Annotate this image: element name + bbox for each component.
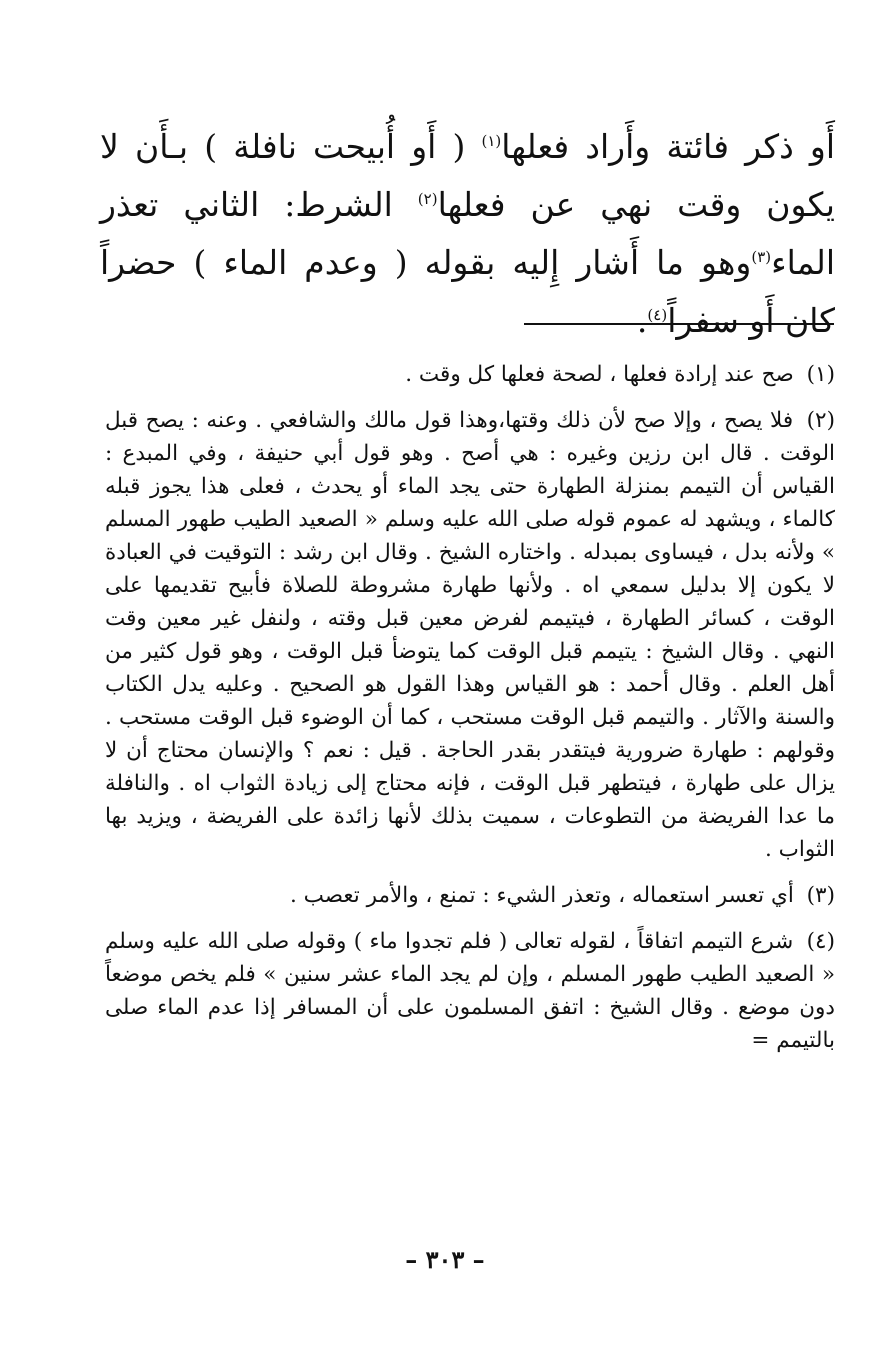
- footnotes-block: [105, 358, 835, 1070]
- main-line-segment: .: [636, 301, 648, 340]
- main-line-segment: الشرط: الثاني تعذر الماء: [100, 185, 835, 282]
- main-line-segment: وقت نهي عن فعلها: [437, 185, 742, 224]
- footnote-text: شرع التيمم اتفاقاً ، لقوله تعالى ( فلم تجدوا ماء ) وقوله صلى الله عليه وسلم « الصعيد الطيب طهور المسلم ، وإن لم يجد الماء عشر سنين » فلم يخص موضعاً دون موضع . وقال الشيخ : اتفق المسلمون على أن المسافر إذا عدم الماء صلى بالتيمم =: [105, 929, 835, 1053]
- main-line-segment: وهو ما أَشار: [576, 243, 752, 282]
- footnote-text: فلا يصح ، وإلا صح لأن ذلك وقتها،وهذا قول مالك والشافعي . وعنه : يصح قبل الوقت . قال ابن رزين وغيره : هي أصح . وهو قول أبي حنيفة ، وفي المبدع : القياس أن التيمم بمنزلة الطهارة حتى يجد الماء أو يحدث ، فعلى هذا يجوز قبله كالماء ، ويشهد له عموم قوله صلى الله عليه وسلم « الصعيد الطيب طهور المسلم » ولأنه بدل ، فيساوى بمبدله . واختاره الشيخ . وقال ابن رشد : التوقيت في العبادة لا يكون إلا بدليل سمعي اه . ولأنها طهارة مشروطة للصلاة فأبيح تقديمها على الوقت ، كسائر الطهارة ، فيتيمم لفرض معين قبل وقته ، ولنفل غير معين وقت النهي . وقال الشيخ : يتيمم قبل الوقت كما يتوضأ قبل الوقت ، وهو قول كثير من أهل العلم . وقال أحمد : هو القياس وهذا القول هو الصحيح . وعليه يدل الكتاب والسنة والآثار . والتيمم قبل الوقت مستحب ، كما أن الوضوء قبل الوقت مستحب . وقولهم : طهارة ضرورية فيتقدر بقدر الحاجة . قيل : نعم ؟ والإنسان محتاج أن لا يزال على طهارة ، فيتطهر قبل الوقت ، فإنه محتاج إلى زيادة الثواب اه . والنافلة ما عدا الفريضة من التطوعات ، سميت بذلك لأنها زائدة على الفريضة ، ويزيد بها الثواب .: [105, 408, 835, 862]
- footnote-divider: [524, 323, 834, 325]
- footnote-3: [105, 879, 835, 912]
- footnote-text: صح عند إرادة فعلها ، لصحة فعلها كل وقت .: [405, 362, 794, 387]
- footnote-2: [105, 404, 835, 866]
- footnote-number: (٢): [806, 408, 835, 433]
- main-line-segment: إِليه بقوله ( وعدم الماء ) حضراً كان أَو سفراً: [100, 243, 835, 340]
- main-paragraph: [100, 118, 835, 350]
- footnote-number: (٤): [806, 929, 835, 954]
- page-number: – ٣٠٣ –: [405, 1245, 485, 1274]
- footnote-ref-4: (٤): [647, 306, 668, 324]
- footnote-1: [105, 358, 835, 391]
- footnote-ref-3: (٣): [751, 248, 772, 266]
- footnote-ref-2: (٢): [417, 190, 438, 208]
- main-line-segment: أَو ذكر فائتة وأَراد فعلها: [501, 127, 836, 166]
- footnote-ref-1: (١): [481, 132, 502, 150]
- footnote-text: أي تعسر استعماله ، وتعذر الشيء : تمنع ، والأمر تعصب .: [289, 883, 794, 908]
- footnote-number: (٣): [806, 883, 835, 908]
- footnote-4: [105, 925, 835, 1057]
- main-text-block: [100, 118, 835, 350]
- main-line-segment: ( أَو أُبيحت نافلة ) بـأَن لا يكون: [100, 127, 835, 224]
- footnote-number: (١): [806, 362, 835, 387]
